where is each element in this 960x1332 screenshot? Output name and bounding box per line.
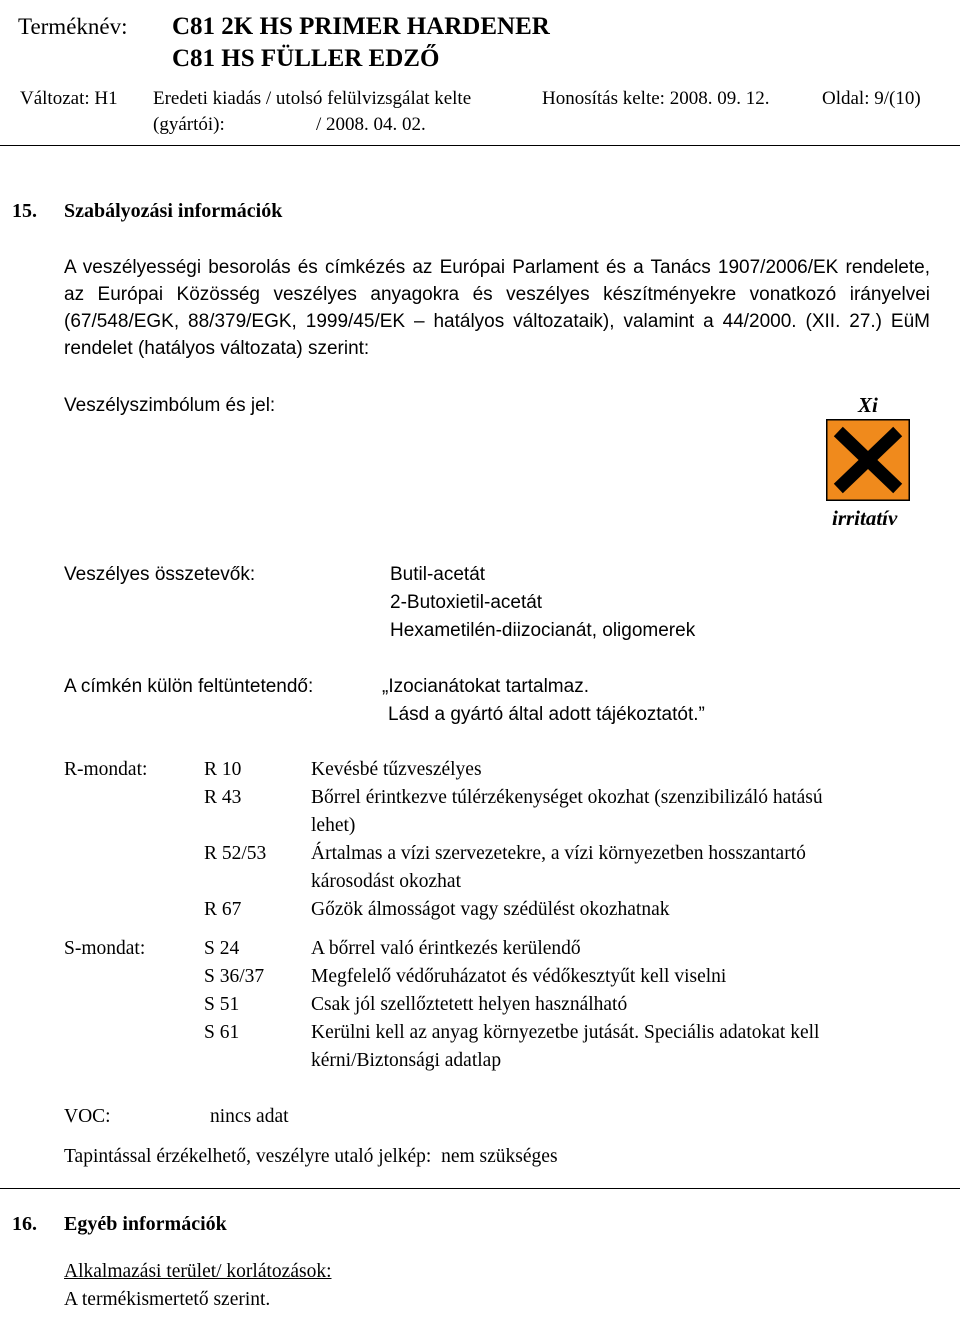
s-phrases-label: S-mondat: [64,938,146,959]
tactile-warning: Tapintással érzékelhető, veszélyre utaló jelkép: nem szükséges [64,1146,558,1167]
voc-label: VOC: [64,1106,111,1127]
r-phrase-code: R 43 [204,787,242,808]
hazard-symbol-caption: irritatív [832,506,898,530]
section-16-number: 16. [12,1213,37,1235]
s-phrase-code: S 24 [204,938,240,959]
hazardous-component-2: 2-Butoxietil-acetát [390,592,543,613]
s-phrase-code: S 61 [204,1022,240,1043]
label-note-line-2: Lásd a gyártó által adott tájékoztatót.” [388,704,705,725]
s-phrase-text: Kerülni kell az anyag környezetbe jutását. Speciális adatokat kell [311,1022,820,1043]
label-note-label: A címkén külön feltüntetendő: [64,676,314,697]
r-phrase-code: R 10 [204,759,242,780]
hazard-symbol-code: Xi [858,393,878,417]
product-name-1: C81 2K HS PRIMER HARDENER [172,13,550,40]
r-phrase-code: R 67 [204,899,242,920]
s-phrase-code: S 51 [204,994,240,1015]
original-issue-line-1: Eredeti kiadás / utolsó felülvizsgálat kelte [153,88,472,109]
hazardous-component-3: Hexametilén-diizocianát, oligomerek [390,620,696,641]
section-15-title: Szabályozási információk [64,200,283,222]
s-phrase-text-cont: kérni/Biztonsági adatlap [311,1050,502,1071]
section-15-number: 15. [12,200,37,222]
header-divider [0,145,960,146]
r-phrase-text: Bőrrel érintkezve túlérzékenységet okozhat (szenzibilizáló hatású [311,787,823,808]
hazardous-component-1: Butil-acetát [390,564,486,585]
s-phrase-text: Megfelelő védőruházatot és védőkesztyűt kell viselni [311,966,727,987]
scope-label: Alkalmazási terület/ korlátozások: [64,1261,332,1282]
section-16-title: Egyéb információk [64,1213,227,1235]
s-phrase-text: A bőrrel való érintkezés kerülendő [311,938,581,959]
s-phrase-text: Csak jól szellőztetett helyen használható [311,994,628,1015]
page-number: Oldal: 9/(10) [822,88,921,109]
hazardous-components-label: Veszélyes összetevők: [64,564,256,585]
original-issue-line-2a: (gyártói): [153,114,225,135]
r-phrase-text: Kevésbé tűzveszélyes [311,759,482,780]
r-phrase-text-cont: károsodást okozhat [311,871,462,892]
r-phrase-text: Gőzök álmosságot vagy szédülést okozhatnak [311,899,670,920]
r-phrases-label: R-mondat: [64,759,148,780]
scope-text: A termékismertető szerint. [64,1289,271,1310]
product-name-2: C81 HS FÜLLER EDZŐ [172,45,440,72]
irritant-cross-icon [826,419,910,501]
section-divider [0,1188,960,1189]
regulation-intro: A veszélyességi besorolás és címkézés az Európai Parlament és a Tanács 1907/2006/EK rendelete, az Európai Közösség veszélyes anyagokra és veszélyes készítményekre vonatkozó irányelvei (67/548/EGK, 88/379/EGK, 1999/45/EK – hatályos változataik), valamint a 44/2000. (XII. 27.) EüM rendelet (hatályos változata) szerint: [64,257,930,359]
original-issue-line-2b: / 2008. 04. 02. [316,114,426,135]
r-phrase-code: R 52/53 [204,843,267,864]
localization-date: Honosítás kelte: 2008. 09. 12. [542,88,770,109]
r-phrase-text: Ártalmas a vízi szervezetekre, a vízi környezetben hosszantartó [311,843,806,864]
r-phrase-text-cont: lehet) [311,815,356,836]
label-note-line-1: „Izocianátokat tartalmaz. [382,676,589,697]
version: Változat: H1 [20,88,118,109]
s-phrase-code: S 36/37 [204,966,265,987]
product-name-label: Terméknév: [18,14,128,39]
voc-value: nincs adat [210,1106,289,1127]
hazard-symbol-label: Veszélyszimbólum és jel: [64,395,276,416]
